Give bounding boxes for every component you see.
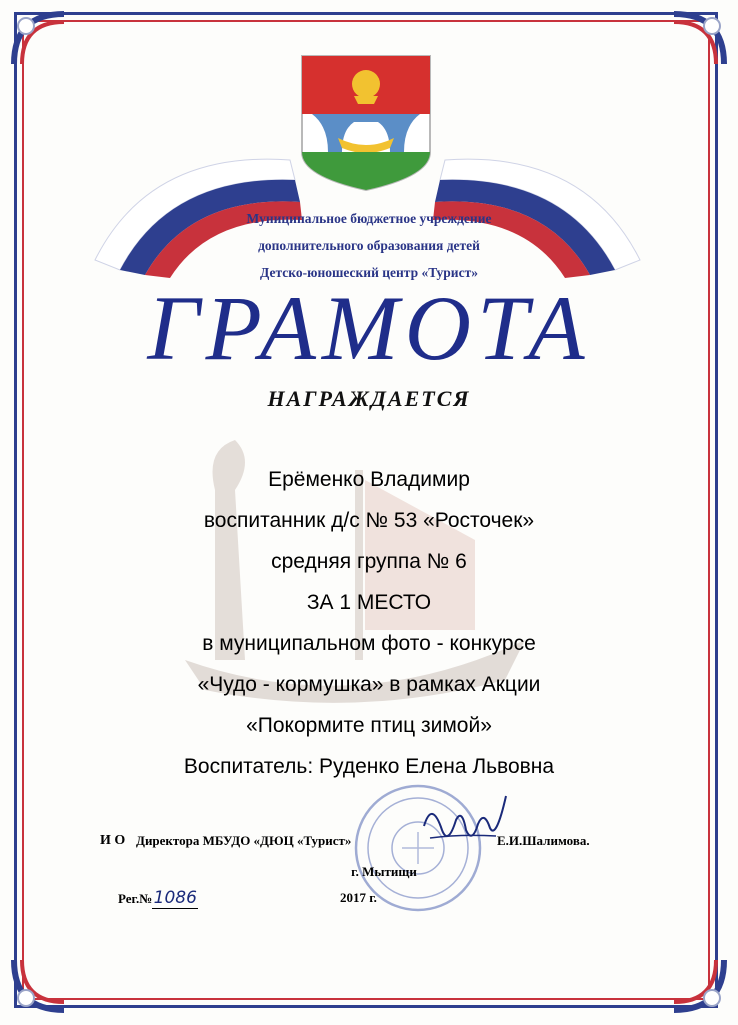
teacher-line: Воспитатель: Руденко Елена Львовна — [183, 755, 555, 778]
recipient-kindergarten: воспитанник д/с № 53 «Росточек» — [203, 509, 535, 532]
organization-line-1: Муниципальное бюджетное учреждение — [246, 211, 492, 226]
organization-line-2: дополнительного образования детей — [258, 238, 480, 253]
award-place: ЗА 1 МЕСТО — [306, 591, 432, 614]
corner-ornament-top-left — [4, 4, 74, 74]
io-prefix: И О — [100, 833, 126, 848]
corner-ornament-bottom-right — [664, 950, 734, 1020]
reg-number-field — [118, 888, 198, 909]
signer-name: Е.И.Шалимова. — [497, 833, 590, 848]
awarded-label: НАГРАЖДАЕТСЯ — [267, 386, 471, 411]
recipient-group: средняя группа № 6 — [271, 550, 467, 573]
year: 2017 г. — [340, 890, 377, 905]
coat-of-arms — [298, 52, 434, 192]
reg-label: Рег.№ — [118, 891, 153, 906]
reg-number: 1086 — [153, 888, 197, 908]
contest-line-3: «Покормите птиц зимой» — [246, 714, 492, 737]
contest-line-1: в муниципальном фото - конкурсе — [202, 632, 536, 655]
certificate-title: ГРАМОТА — [147, 277, 591, 379]
director-position: Директора МБУДО «ДЮЦ «Турист» — [136, 833, 352, 848]
corner-ornament-top-right — [664, 4, 734, 74]
signature-row — [0, 833, 738, 857]
organization-line-3: Детско-юношеский центр «Турист» — [260, 265, 478, 280]
city: г. Мытищи — [351, 864, 417, 879]
corner-ornament-bottom-left — [4, 950, 74, 1020]
contest-line-2: «Чудо - кормушка» в рамках Акции — [197, 673, 541, 696]
recipient-name: Ерёменко Владимир — [268, 468, 470, 491]
